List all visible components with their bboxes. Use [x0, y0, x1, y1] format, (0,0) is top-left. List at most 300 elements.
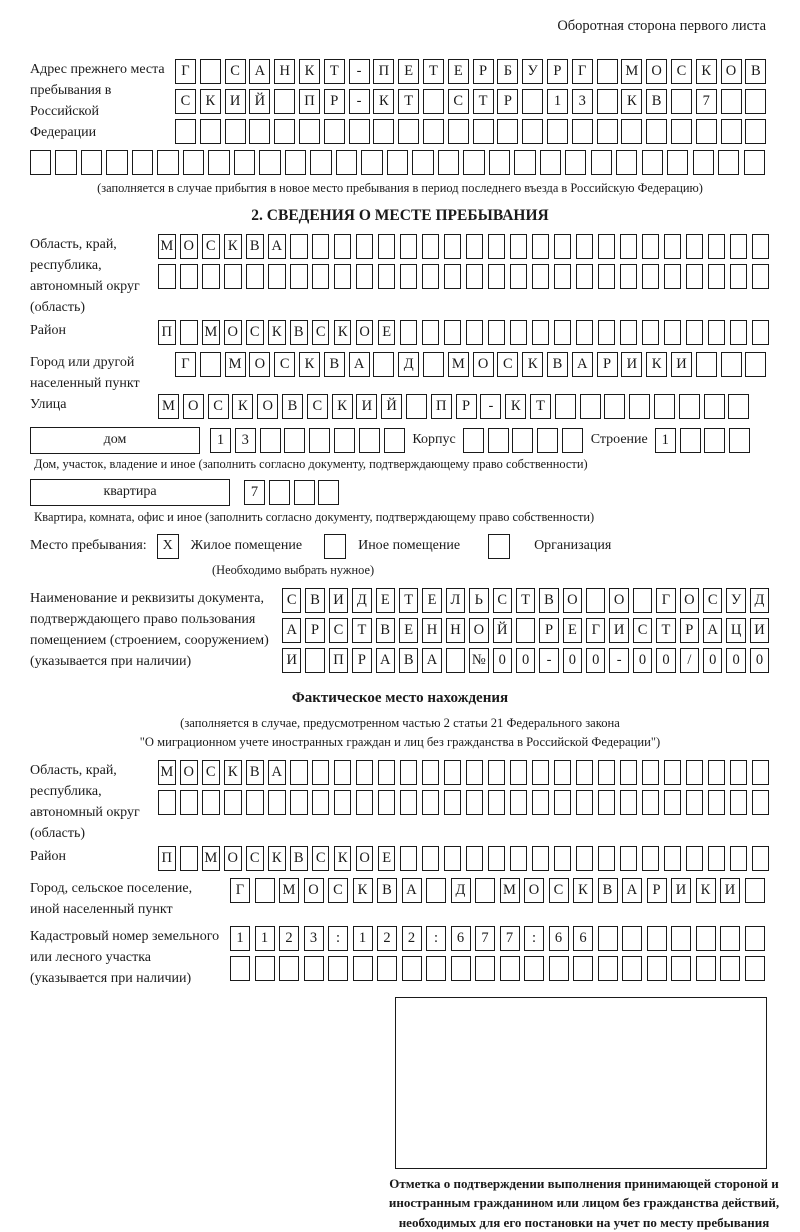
char-box: [377, 956, 397, 981]
char-box: В: [598, 878, 618, 903]
char-box: [708, 320, 726, 345]
char-box: 1: [655, 428, 676, 453]
char-box: Р: [597, 352, 618, 377]
char-box: С: [312, 846, 330, 871]
char-box: Е: [399, 618, 418, 643]
char-box: [622, 926, 642, 951]
char-box: [572, 119, 593, 144]
char-box: [373, 119, 394, 144]
char-box: [730, 846, 748, 871]
char-box: К: [232, 394, 253, 419]
char-box: С: [282, 588, 301, 613]
char-box: [463, 150, 484, 175]
char-box: И: [621, 352, 642, 377]
char-box: Р: [680, 618, 699, 643]
char-box: [642, 264, 660, 289]
char-box: В: [324, 352, 345, 377]
char-box: [426, 878, 446, 903]
char-box: [510, 760, 528, 785]
char-row-region-1: [158, 234, 774, 259]
char-box: [310, 150, 331, 175]
char-box: [696, 926, 716, 951]
char-box: К: [224, 760, 242, 785]
char-box: [488, 760, 506, 785]
char-box: 3: [235, 428, 256, 453]
char-box: Е: [448, 59, 469, 84]
char-box: [667, 150, 688, 175]
char-row-doc-2: [282, 618, 773, 643]
char-box: С: [225, 59, 246, 84]
char-box: В: [646, 89, 667, 114]
prev-address-label: Адрес прежнего места пребывания в Российской Федерации: [30, 62, 165, 140]
char-box: [510, 790, 528, 815]
char-box: М: [202, 320, 220, 345]
char-box: -: [349, 89, 370, 114]
char-box: [580, 394, 601, 419]
char-box: [406, 394, 427, 419]
char-box: [444, 264, 462, 289]
char-box: [55, 150, 76, 175]
char-box: К: [696, 59, 717, 84]
char-box: /: [680, 648, 699, 673]
char-box: [255, 878, 275, 903]
char-box: [745, 352, 766, 377]
char-box: В: [745, 59, 766, 84]
char-box: [720, 926, 740, 951]
char-box: [200, 352, 221, 377]
char-box: [708, 760, 726, 785]
char-box: [532, 760, 550, 785]
char-box: 0: [656, 648, 675, 673]
prev-address-caption: (заполняется в случае прибытия в новое место пребывания в период последнего въезда в Российскую Федерацию): [97, 181, 703, 195]
char-box: -: [609, 648, 628, 673]
char-box: [312, 264, 330, 289]
char-box: [642, 234, 660, 259]
char-box: [444, 790, 462, 815]
char-box: М: [500, 878, 520, 903]
char-box: [597, 119, 618, 144]
char-box: 0: [516, 648, 535, 673]
char-box: [708, 264, 726, 289]
house-row: [30, 427, 770, 454]
char-box: [554, 264, 572, 289]
char-box: [304, 956, 324, 981]
char-box: [422, 846, 440, 871]
char-box: [664, 264, 682, 289]
char-box: [180, 264, 198, 289]
char-box: К: [646, 352, 667, 377]
document-grid: [282, 588, 773, 678]
char-box: [752, 790, 770, 815]
char-box: О: [469, 618, 488, 643]
char-row-korpus: [463, 428, 587, 453]
char-box: А: [572, 352, 593, 377]
char-row-prev-1: [175, 59, 770, 84]
char-box: [510, 264, 528, 289]
actual-city-block: [30, 878, 770, 920]
char-box: [620, 320, 638, 345]
char-box: С: [307, 394, 328, 419]
apartment-box: квартира: [30, 479, 230, 506]
char-box: А: [622, 878, 642, 903]
char-box: 7: [244, 480, 265, 505]
char-box: К: [299, 59, 320, 84]
char-box: Т: [516, 588, 535, 613]
char-box: [158, 264, 176, 289]
char-box: И: [329, 588, 348, 613]
char-box: [554, 234, 572, 259]
char-box: [328, 956, 348, 981]
char-box: [208, 150, 229, 175]
region-block: [30, 234, 770, 318]
char-box: [290, 760, 308, 785]
char-box: [646, 119, 667, 144]
char-box: [598, 956, 618, 981]
char-row-prev-2: [175, 89, 770, 114]
char-box: Й: [249, 89, 270, 114]
char-box: [132, 150, 153, 175]
char-box: 6: [451, 926, 471, 951]
char-box: В: [282, 394, 303, 419]
char-box: [752, 760, 770, 785]
stay-place-label: Место пребывания:: [30, 538, 147, 554]
char-box: [180, 790, 198, 815]
char-box: Р: [547, 59, 568, 84]
char-box: [290, 264, 308, 289]
char-box: О: [646, 59, 667, 84]
char-box: [400, 264, 418, 289]
char-box: Н: [274, 59, 295, 84]
char-box: [696, 119, 717, 144]
char-box: [269, 480, 290, 505]
char-box: [510, 234, 528, 259]
char-box: И: [750, 618, 769, 643]
char-box: №: [469, 648, 488, 673]
char-box: [422, 264, 440, 289]
char-box: О: [356, 320, 374, 345]
char-box: [549, 956, 569, 981]
char-box: С: [202, 234, 220, 259]
char-box: [597, 59, 618, 84]
char-box: [387, 150, 408, 175]
char-box: И: [609, 618, 628, 643]
actual-location-title: Фактическое место нахождения: [291, 689, 509, 706]
char-box: [488, 790, 506, 815]
char-box: [446, 648, 465, 673]
char-box: [284, 428, 305, 453]
apartment-row: [30, 479, 770, 506]
char-box: [532, 264, 550, 289]
char-box: 0: [750, 648, 769, 673]
char-box: О: [224, 320, 242, 345]
char-row-street: [158, 394, 753, 419]
char-box: 2: [279, 926, 299, 951]
char-box: [384, 428, 405, 453]
char-box: [686, 234, 704, 259]
street-label: Улица: [30, 396, 67, 412]
char-box: [696, 956, 716, 981]
char-box: [516, 618, 535, 643]
char-box: [378, 264, 396, 289]
section2-title: 2. СВЕДЕНИЯ О МЕСТЕ ПРЕБЫВАНИЯ: [251, 206, 549, 224]
char-box: О: [473, 352, 494, 377]
char-box: [466, 320, 484, 345]
char-box: [510, 846, 528, 871]
char-box: О: [563, 588, 582, 613]
char-box: :: [524, 926, 544, 951]
char-box: 1: [230, 926, 250, 951]
char-box: [356, 234, 374, 259]
char-box: [522, 119, 543, 144]
char-box: [400, 760, 418, 785]
char-box: К: [268, 320, 286, 345]
char-box: [334, 234, 352, 259]
char-box: [225, 119, 246, 144]
house-caption: Дом, участок, владение и иное (заполнить согласно документу, подтверждающему право собственности): [34, 456, 588, 471]
char-row-actual-district: [158, 846, 774, 871]
char-box: [532, 234, 550, 259]
char-box: [629, 394, 650, 419]
char-box: [438, 150, 459, 175]
district-label: Район: [30, 322, 66, 338]
char-box: П: [299, 89, 320, 114]
char-box: Г: [175, 352, 196, 377]
char-box: Е: [398, 59, 419, 84]
char-box: [356, 264, 374, 289]
char-box: [400, 320, 418, 345]
char-box: [423, 89, 444, 114]
char-box: Ц: [726, 618, 745, 643]
char-box: [664, 790, 682, 815]
char-box: [422, 760, 440, 785]
char-box: [532, 790, 550, 815]
char-box: [400, 234, 418, 259]
char-box: Т: [530, 394, 551, 419]
char-box: А: [268, 760, 286, 785]
char-box: И: [282, 648, 301, 673]
char-box: [334, 264, 352, 289]
char-box: -: [539, 648, 558, 673]
char-box: [318, 480, 339, 505]
char-box: К: [573, 878, 593, 903]
char-box: [598, 264, 616, 289]
char-box: С: [703, 588, 722, 613]
char-box: [752, 320, 770, 345]
char-box: О: [609, 588, 628, 613]
document-block: [30, 588, 770, 678]
char-row-house: [210, 428, 408, 453]
char-box: Р: [497, 89, 518, 114]
char-box: [400, 790, 418, 815]
char-box: [444, 320, 462, 345]
char-box: [730, 760, 748, 785]
char-box: С: [246, 846, 264, 871]
char-box: [718, 150, 739, 175]
char-box: [359, 428, 380, 453]
char-box: О: [257, 394, 278, 419]
char-box: [463, 428, 484, 453]
char-box: [378, 760, 396, 785]
char-box: [721, 89, 742, 114]
char-box: [444, 760, 462, 785]
char-box: [555, 394, 576, 419]
char-box: К: [373, 89, 394, 114]
char-box: О: [224, 846, 242, 871]
char-box: [312, 790, 330, 815]
char-box: И: [356, 394, 377, 419]
char-box: [334, 428, 355, 453]
char-box: С: [448, 89, 469, 114]
char-box: [334, 760, 352, 785]
char-box: [224, 264, 242, 289]
char-box: [620, 846, 638, 871]
char-box: 0: [563, 648, 582, 673]
char-box: Д: [352, 588, 371, 613]
char-box: 2: [402, 926, 422, 951]
char-box: [488, 846, 506, 871]
char-box: [752, 234, 770, 259]
char-box: А: [349, 352, 370, 377]
char-box: 7: [696, 89, 717, 114]
char-box: [299, 119, 320, 144]
char-box: [728, 394, 749, 419]
char-row-prev-3: [175, 119, 770, 144]
city-block: [30, 352, 770, 394]
char-box: С: [633, 618, 652, 643]
char-box: 1: [255, 926, 275, 951]
char-box: [752, 846, 770, 871]
char-box: [664, 846, 682, 871]
char-box: [334, 790, 352, 815]
char-box: [598, 234, 616, 259]
char-box: К: [268, 846, 286, 871]
char-box: С: [312, 320, 330, 345]
actual-caption-line2: "О миграционном учете иностранных граждан и лиц без гражданства в Российской Федерации"): [139, 734, 661, 749]
char-box: 3: [572, 89, 593, 114]
char-box: И: [671, 352, 692, 377]
char-box: М: [448, 352, 469, 377]
char-box: [554, 320, 572, 345]
char-box: С: [493, 588, 512, 613]
char-box: Р: [324, 89, 345, 114]
char-box: [249, 119, 270, 144]
char-box: [422, 234, 440, 259]
char-box: Т: [423, 59, 444, 84]
char-box: [622, 956, 642, 981]
char-box: К: [334, 846, 352, 871]
char-box: [466, 234, 484, 259]
char-box: [466, 846, 484, 871]
char-row-actual-city: [230, 878, 769, 903]
char-box: [671, 119, 692, 144]
char-box: [512, 428, 533, 453]
char-box: [290, 790, 308, 815]
char-box: [378, 790, 396, 815]
char-box: [175, 119, 196, 144]
char-box: [157, 150, 178, 175]
char-box: [497, 119, 518, 144]
char-box: [721, 352, 742, 377]
char-box: [373, 352, 394, 377]
char-box: Г: [656, 588, 675, 613]
char-box: Б: [497, 59, 518, 84]
residential-label: Жилое помещение: [190, 538, 303, 554]
char-box: [488, 320, 506, 345]
char-box: [686, 790, 704, 815]
char-box: С: [175, 89, 196, 114]
char-box: [488, 428, 509, 453]
char-box: С: [328, 878, 348, 903]
char-box: -: [480, 394, 501, 419]
char-box: [466, 264, 484, 289]
stay-note: (Необходимо выбрать нужное): [212, 562, 375, 577]
char-box: И: [720, 878, 740, 903]
char-box: [537, 428, 558, 453]
char-box: К: [353, 878, 373, 903]
char-box: [422, 320, 440, 345]
char-box: О: [524, 878, 544, 903]
char-box: 1: [210, 428, 231, 453]
char-box: Т: [473, 89, 494, 114]
char-box: М: [158, 234, 176, 259]
char-box: [686, 760, 704, 785]
char-box: [591, 150, 612, 175]
char-box: [309, 428, 330, 453]
char-box: [573, 956, 593, 981]
char-box: [268, 790, 286, 815]
char-box: [671, 926, 691, 951]
char-box: В: [305, 588, 324, 613]
char-box: [230, 956, 250, 981]
char-box: [183, 150, 204, 175]
char-box: [616, 150, 637, 175]
char-box: [621, 119, 642, 144]
char-box: М: [158, 760, 176, 785]
char-box: 1: [353, 926, 373, 951]
char-box: [686, 264, 704, 289]
char-box: [597, 89, 618, 114]
char-box: [268, 264, 286, 289]
char-box: Т: [656, 618, 675, 643]
char-box: [361, 150, 382, 175]
char-box: [444, 846, 462, 871]
char-box: А: [249, 59, 270, 84]
char-box: -: [349, 59, 370, 84]
char-box: И: [671, 878, 691, 903]
char-box: [686, 846, 704, 871]
char-box: :: [328, 926, 348, 951]
char-box: [586, 588, 605, 613]
char-row-city: [175, 352, 770, 377]
city-label: Город или другой населенный пункт: [30, 354, 140, 391]
char-box: П: [329, 648, 348, 673]
actual-district-block: [30, 846, 770, 876]
char-box: В: [246, 234, 264, 259]
char-box: [647, 956, 667, 981]
char-box: К: [224, 234, 242, 259]
char-box: 6: [549, 926, 569, 951]
char-box: [598, 846, 616, 871]
char-box: 0: [586, 648, 605, 673]
char-box: [598, 760, 616, 785]
actual-caption-line1: (заполняется в случае, предусмотренном частью 2 статьи 21 Федерального закона: [180, 715, 620, 730]
char-box: [426, 956, 446, 981]
char-box: С: [202, 760, 220, 785]
char-box: [353, 956, 373, 981]
char-box: [671, 89, 692, 114]
char-row-doc-1: [282, 588, 773, 613]
char-box: [576, 320, 594, 345]
